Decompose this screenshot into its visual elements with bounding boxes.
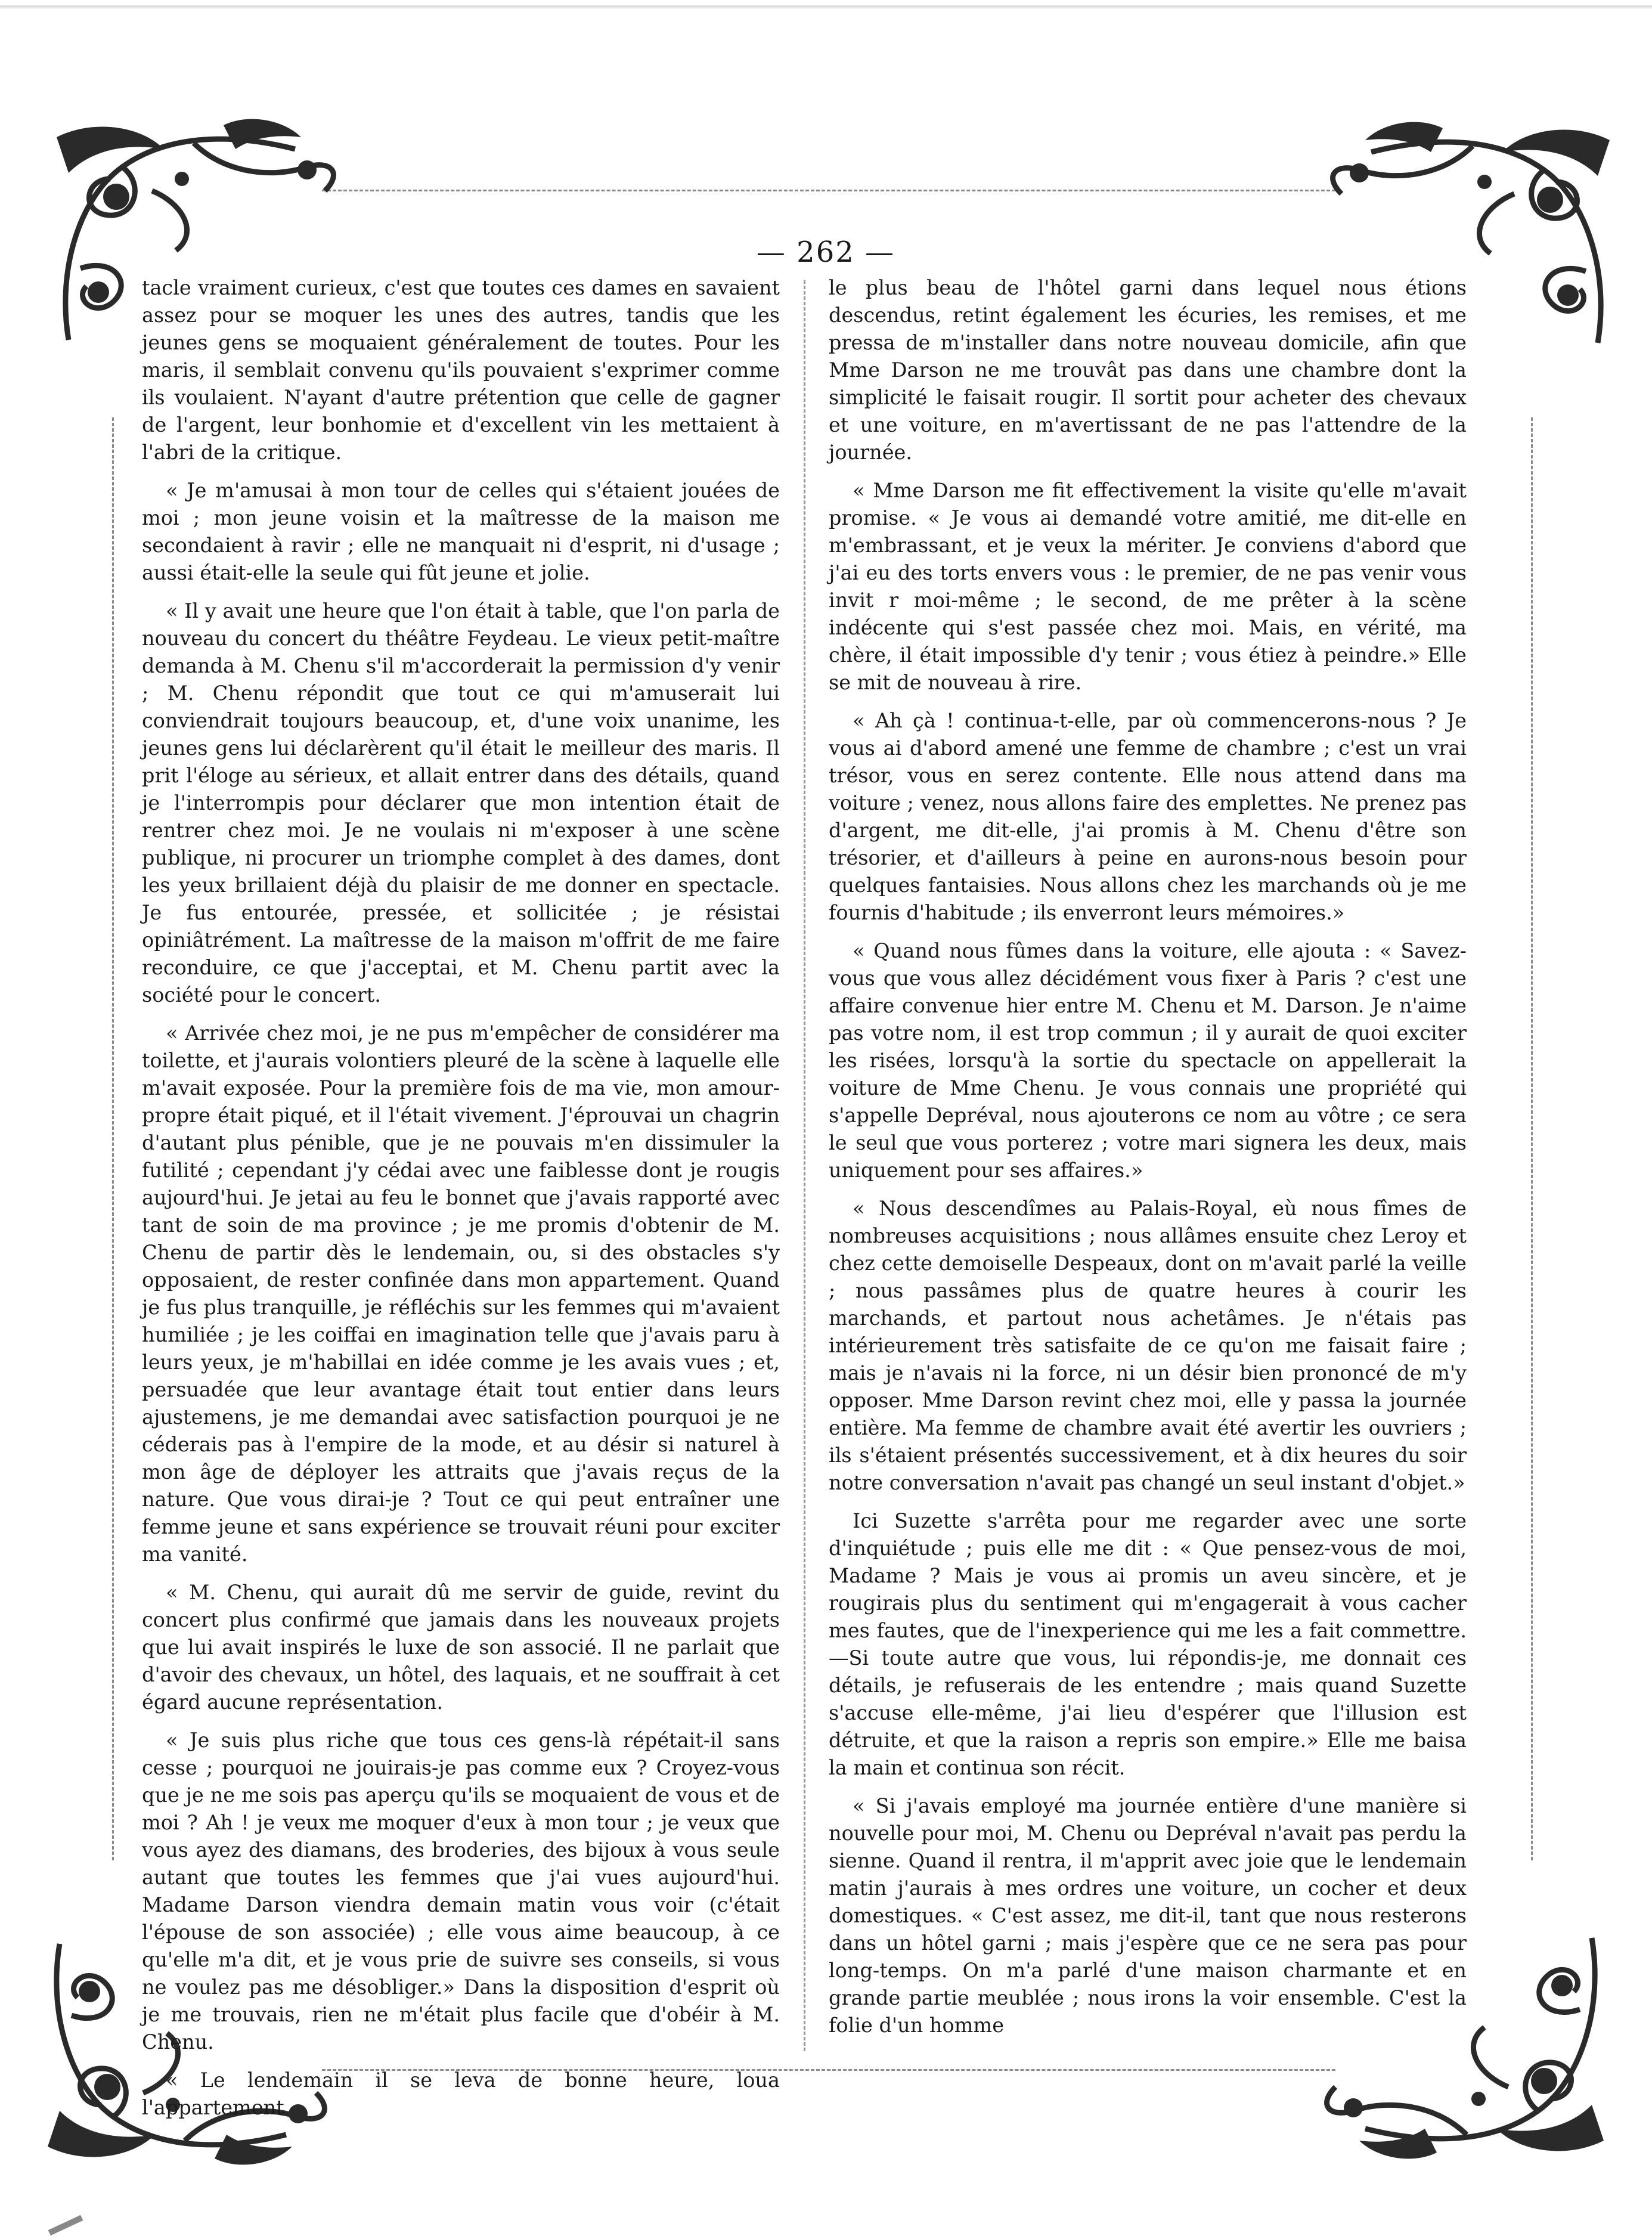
paragraph: « Il y avait une heure que l'on était à table, que l'on parla de nouveau du concert du théâtre Feydeau. Le vieux petit-maître demanda à M. Chenu s'il m'accorderait la permission d'y venir ; M. Chenu répondit que tout ce qui m'amuserait lui conviendrait toujours beaucoup, et, d'une voix unanime, les jeunes gens lui déclarèrent qu'il était le meilleur des maris. Il prit l'éloge au sérieux, et allait entrer dans des détails, quand je l'interrompis pour déclarer que mon intention était de rentrer chez moi. Je ne voulais ni m'exposer à une scène publique, ni procurer un triomphe complet à des dames, dont les yeux brillaient déjà du plaisir de me donner en spectacle. Je fus entourée, pressée, et sollicitée ; je résistai opiniâtrément. La maîtresse de la maison m'offrit de me faire reconduire, ce que j'acceptai, et M. Chenu partit avec la société pour le concert. (142, 599, 780, 1007)
frame-left-line (112, 417, 114, 1860)
paragraph: « Arrivée chez moi, je ne pus m'empêcher de considérer ma toilette, et j'aurais volontiers pleuré de la scène à laquelle elle m'avait exposée. Pour la première fois de ma vie, mon amour-propre était piqué, et il l'était vivement. J'éprouvai un chagrin d'autant plus pénible, que je ne pouvais m'en dissimuler la futilité ; cependant j'y cédai avec une faiblesse dont je rougis aujourd'hui. Je jetai au feu le bonnet que j'avais rapporté avec tant de soin de ma province ; je me promis d'obtenir de M. Chenu de partir dès le lendemain, ou, si des obstacles s'y opposaient, de rester confinée dans mon appartement. Quand je fus plus tranquille, je réfléchis sur les femmes qui m'avaient humiliée ; je les coiffai en imagination telle que j'avais paru à leurs yeux, je m'habillai en idée comme je les avais vues ; et, persuadée que leur avantage était tout entier dans leurs ajustemens, je me demandai avec satisfaction pourquoi je ne céderais pas à l'empire de la mode, et au désir si naturel à mon âge de déployer les attraits que j'avais reçus de la nature. Que vous dirai-je ? Tout ce qui peut entraîner une femme jeune et sans expérience se trouvait réuni pour exciter ma vanité. (142, 1021, 780, 1566)
left-column (142, 274, 780, 2132)
paragraph: « Si j'avais employé ma journée entière d'une manière si nouvelle pour moi, M. Chenu ou Depréval n'avait pas perdu la sienne. Quand il rentra, il m'apprit avec joie que le lendemain matin j'aurais à mes ordres une voiture, un cocher et deux domestiques. « C'est assez, me dit-il, tant que nous resterons dans un hôtel garni ; mais j'espère que ce ne sera pas pour long-temps. On m'a parlé d'une maison charmante et en grande partie meublée ; nous irons la voir ensemble. C'est la folie d'un homme (829, 1794, 1467, 2037)
paragraph: « Mme Darson me fit effectivement la visite qu'elle m'avait promise. « Je vous ai demandé votre amitié, me dit-elle en m'embrassant, et je veux la mériter. Je conviens d'abord que j'ai eu des torts envers vous : le premier, de ne pas venir vous invit r moi-même ; le second, de me prêter à la scène indécente qui s'est passée chez moi. Mais, en vérité, ma chère, il était impossible d'y tenir ; vous étiez à peindre.» Elle se mit de nouveau à rire. (829, 479, 1467, 694)
paragraph: « Je m'amusai à mon tour de celles qui s'étaient jouées de moi ; mon jeune voisin et la maîtresse de la maison me secondaient à ravir ; elle ne manquait ni d'esprit, ni d'usage ; aussi était-elle la seule qui fût jeune et jolie. (142, 479, 780, 584)
scan-mark (48, 2215, 83, 2235)
page-number: — 262 — (756, 236, 895, 269)
paragraph: « Quand nous fûmes dans la voiture, elle ajouta : « Savez-vous que vous allez décidément vous fixer à Paris ? c'est une affaire convenue hier entre M. Chenu et M. Darson. Je n'aime pas votre nom, il est trop commun ; il y aurait de quoi exciter les risées, lorsqu'à la sortie du spectacle on appellerait la voiture de Mme Chenu. Je vous connais une propriété qui s'appelle Depréval, nous ajouterons ce nom au vôtre ; ce sera le seul que vous porterez ; votre mari signera les deux, mais uniquement pour ses affaires.» (829, 939, 1467, 1182)
column-divider (804, 280, 805, 2051)
frame-right-line (1531, 417, 1533, 1860)
paragraph: « Nous descendîmes au Palais-Royal, eù nous fîmes de nombreuses acquisitions ; nous allâmes ensuite chez Leroy et chez cette demoiselle Despeaux, dont on m'avait parlé la veille ; nous passâmes plus de quatre heures à courir les marchands, et partout nous achetâmes. Je n'étais pas intérieurement très satisfaite de ce qu'on me faisait faire ; mais je n'avais ni la force, ni un désir bien prononcé de m'y opposer. Mme Darson revint chez moi, elle y passa la journée entière. Ma femme de chambre avait été avertir les ouvriers ; ils s'étaient présentés successivement, et à dix heures du soir notre conversation n'avait pas changé un seul instant d'objet.» (829, 1197, 1467, 1494)
paragraph: « M. Chenu, qui aurait dû me servir de guide, revint du concert plus confirmé que jamais dans les nouveaux projets que lui avait inspirés le luxe de son associé. Il ne parlait que d'avoir des chevaux, un hôtel, des laquais, et ne souffrait à cet égard aucune représentation. (142, 1581, 780, 1714)
paragraph: tacle vraiment curieux, c'est que toutes ces dames en savaient assez pour se moquer les unes des autres, tandis que les jeunes gens se moquaient généralement de toutes. Pour les maris, il semblait convenu qu'ils pouvaient s'exprimer comme ils voulaient. N'ayant d'autre prétention que celle de gagner de l'argent, leur bonhomie et d'excellent vin les mettaient à l'abri de la critique. (142, 276, 780, 464)
right-column (829, 274, 1467, 2050)
paragraph: « Le lendemain il se leva de bonne heure, loua l'appartement (142, 2068, 780, 2119)
paragraph: Ici Suzette s'arrêta pour me regarder avec une sorte d'inquiétude ; puis elle me dit : « Que pensez-vous de moi, Madame ? Mais je vous ai promis un aveu sincère, et je rougirais plus du sentiment qui m'engagerait à vous cacher mes fautes, que de l'inexperience qui me les a fait commettre.—Si toute autre que vous, lui répondis-je, me donnait ces détails, je refuserais de les entendre ; mais quand Suzette s'accuse elle-même, j'ai lieu d'espérer que l'illusion est détruite, et que la raison a repris son empire.» Elle me baisa la main et continua son récit. (829, 1509, 1467, 1779)
frame-top-line (322, 190, 1335, 191)
page-top-edge (0, 0, 1652, 13)
paragraph: « Je suis plus riche que tous ces gens-là répétait-il sans cesse ; pourquoi ne jouirais-je pas comme eux ? Croyez-vous que je ne me sois pas aperçu qu'ils se moquaient de vous et de moi ? Ah ! je veux me moquer d'eux à mon tour ; je veux que vous ayez des diamans, des broderies, des bijoux à vous seule autant que toutes les femmes que j'ai vues aujourd'hui. Madame Darson viendra demain matin vous voir (c'était l'épouse de son associée) ; elle vous aime beaucoup, à ce qu'elle m'a dit, et je vous prie de suivre ses conseils, si vous ne voulez pas me désobliger.» Dans la disposition d'esprit où je me trouvais, rien ne m'était plus facile que d'obéir à M. Chenu. (142, 1729, 780, 2054)
paragraph: le plus beau de l'hôtel garni dans lequel nous étions descendus, retint également les écuries, les remises, et me pressa de m'installer dans notre nouveau domicile, afin que Mme Darson ne me trouvât pas dans une chambre dont la simplicité le faisait rougir. Il sortit pour acheter des chevaux et une voiture, en m'avertissant de ne pas l'attendre de la journée. (829, 276, 1467, 464)
paragraph: « Ah çà ! continua-t-elle, par où commencerons-nous ? Je vous ai d'abord amené une femme de chambre ; c'est un vrai trésor, vous en serez contente. Elle nous attend dans ma voiture ; venez, nous allons faire des emplettes. Ne prenez pas d'argent, me dit-elle, j'ai promis à M. Chenu d'être son trésorier, et d'ailleurs à peine en aurons-nous besoin pour quelques fantaisies. Nous allons chez les marchands où je me fournis d'habitude ; ils enverront leurs mémoires.» (829, 709, 1467, 924)
